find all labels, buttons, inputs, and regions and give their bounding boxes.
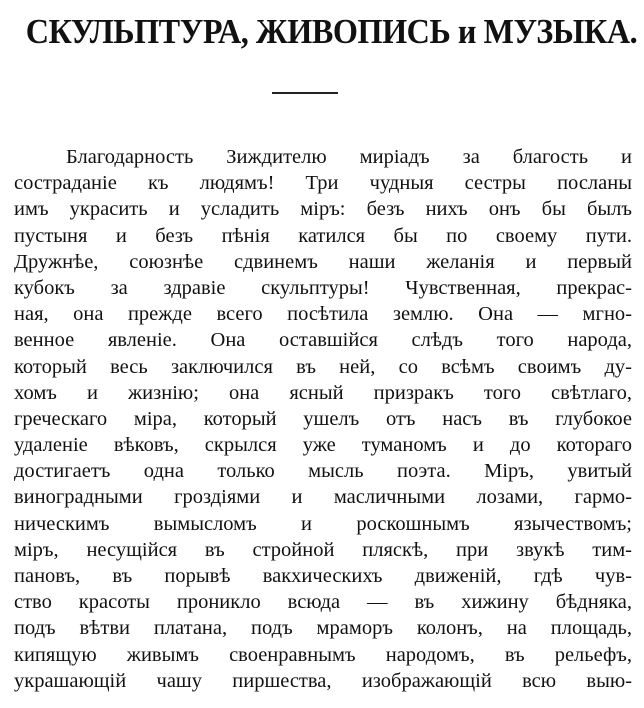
text-line: Благодарность Зиждителю миріадъ за благость и [66,146,632,168]
text-line: ная, она прежде всего посѣтила землю. Она — мгно- [14,303,632,326]
text-line: ство красоты проникло всюда — въ хижину бѣдняка, [14,591,632,614]
text-line: украшающій чашу пиршества, изображающій всю выю- [14,669,632,692]
text-line: удаленіе вѣковъ, скрылся уже туманомъ и до котораго [14,434,632,457]
text-line: кубокъ за здравіе скульптуры! Чувственная, прекрас- [14,276,632,299]
text-line: Дружнѣе, союзнѣе сдвинемъ наши желанія и первый [14,250,632,273]
text-line: который весь заключился въ ней, со всѣмъ своимъ ду- [14,355,632,378]
text-line: міръ, несущійся въ стройной пляскѣ, при звукѣ тим- [14,538,632,561]
text-line: венное явленіе. Она оставшійся слѣдъ того народа, [14,329,632,352]
article-title: СКУЛЬПТУРА, ЖИВОПИСЬ и МУЗЫКА. [25,12,638,51]
text-line: ническимъ вымысломъ и роскошнымъ язычествомъ; [14,512,632,535]
article-body [14,144,632,694]
text-line: подъ вѣтви платана, подъ мраморъ колонъ, на площадь, [14,617,632,640]
text-line: кипящую живымъ своенравнымъ народомъ, въ рельефъ, [14,643,632,666]
text-line: состраданіе къ людямъ! Три чудныя сестры посланы [14,172,632,195]
text-line: имъ украсить и усладить міръ: безъ нихъ онъ бы былъ [14,198,632,221]
text-line: пановъ, въ порывѣ вакхическихъ движеній, гдѣ чув- [14,565,632,587]
text-line: достигаетъ одна только мысль поэта. Міръ, увитый [14,460,632,483]
text-line: пустыня и безъ пѣнія катился бы по своему пути. [14,224,632,247]
text-line: хомъ и жизнію; она ясный призракъ того свѣтлаго, [14,381,632,404]
text-line: греческаго міра, который ушелъ отъ насъ въ глубокое [14,407,632,430]
text-line: виноградными гроздіями и масличными лозами, гармо- [14,486,632,509]
title-divider [272,92,338,94]
